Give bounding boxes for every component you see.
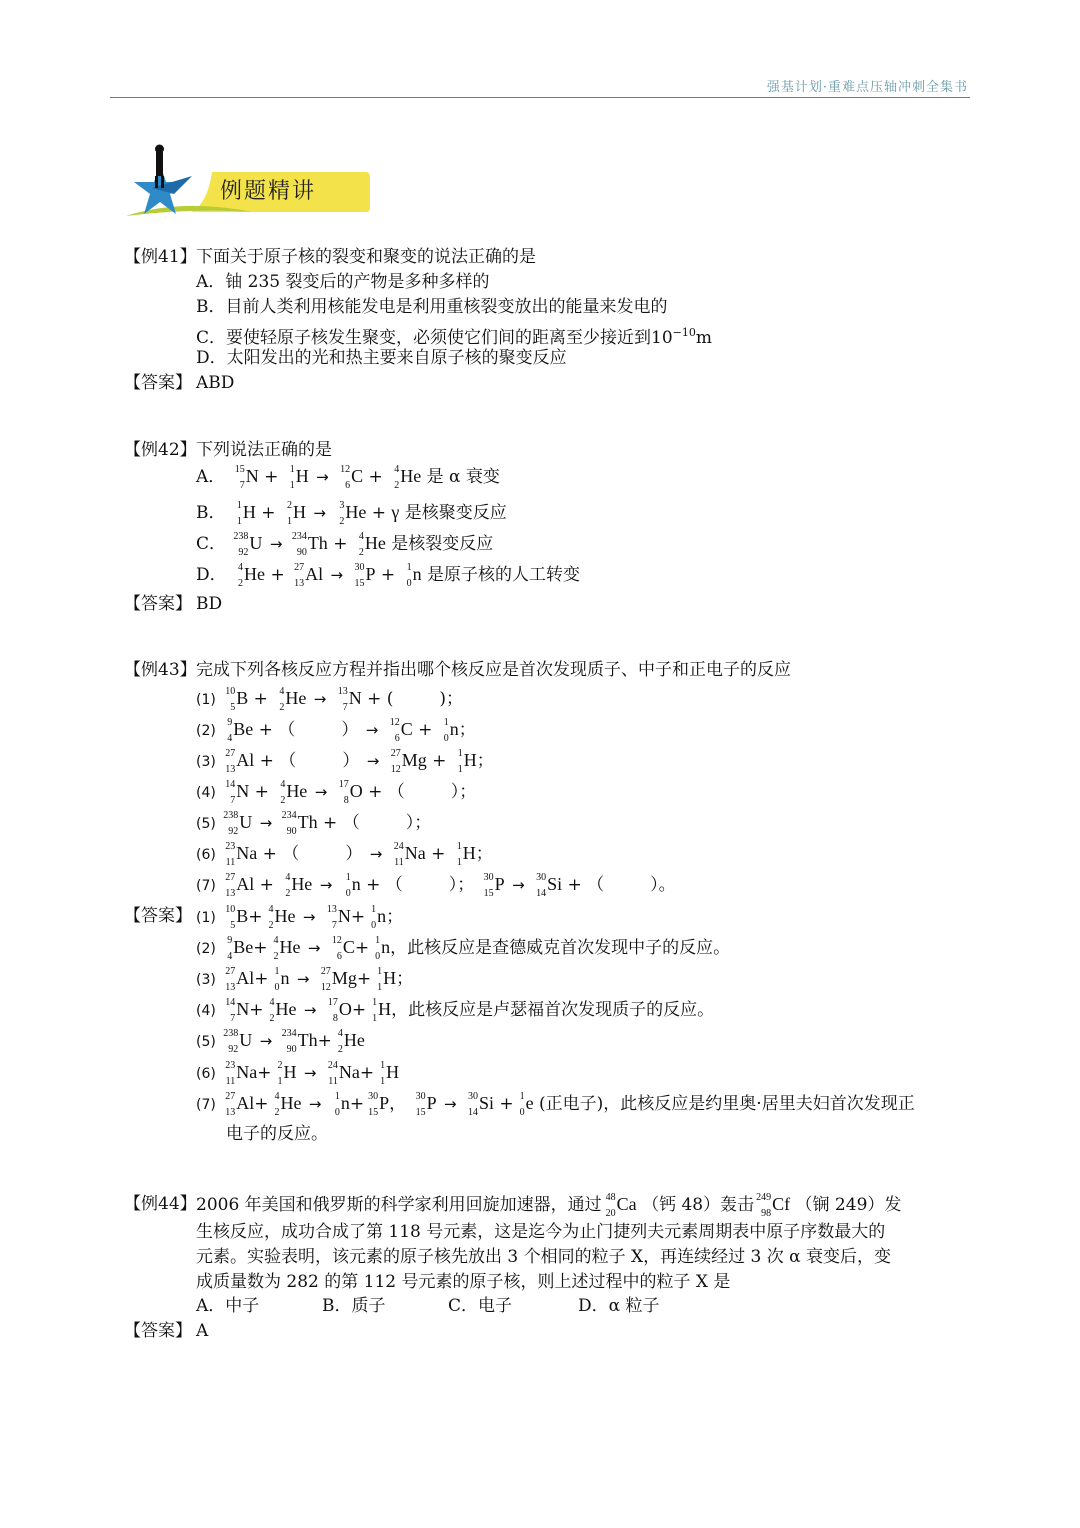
ex43-item-1: (1) 10 5 B + 4 2 He → 13 7 N + ( )； [196,685,464,713]
ex44-line-1: 2006 年美国和俄罗斯的科学家利用回旋加速器，通过 48 20 Ca （钙 48）轰击 249 98 Cf （锎 249）发 [196,1191,902,1219]
ex43-item-3: (3) 27 13 Al + （ ） → 27 12 Mg + 1 1 H； [196,747,494,775]
ex41-answer-label: 【答案】 [124,373,192,393]
ex43-answer-5: (5) 238 92 U → 234 90 Th+ 4 2 He [196,1027,365,1055]
ex42-question: 下列说法正确的是 [196,440,332,460]
ex41-question: 下面关于原子核的裂变和聚变的说法正确的是 [196,247,536,267]
ex42-option-c: C． 238 92 U → 234 90 Th + 4 2 He 是核裂变反应 [196,530,494,558]
ex41-option-b: B．目前人类利用核能发电是利用重核裂变放出的能量来发电的 [196,297,668,317]
ex44-line-2: 生核反应，成功合成了第 118 号元素，这是迄今为止门捷列夫元素周期表中原子序数最大的 [196,1222,886,1242]
ex43-item-4: (4) 14 7 N + 4 2 He → 17 8 O + （ ）； [196,778,477,806]
ex43-answer-1: (1) 10 5 B+ 4 2 He → 13 7 N+ 1 0 n； [196,903,404,931]
ex43-label: 【例43】 [124,660,197,680]
ex44-answer-label: 【答案】 [124,1321,192,1341]
ex42-option-a: A． 15 7 N + 1 1 H → 12 6 C + 4 2 He 是 α 衰变 [196,463,500,491]
ex41-label: 【例41】 [124,247,197,267]
ex42-option-b: B． 1 1 H + 2 1 H → 3 2 He + γ 是核聚变反应 [196,499,507,527]
ex41-option-d: D．太阳发出的光和热主要来自原子核的聚变反应 [196,348,567,368]
ex44-line-3: 元素。实验表明，该元素的原子核先放出 3 个相同的粒子 X，再连续经过 3 次 α 衰变后，变 [196,1247,892,1267]
ex44-line-4: 成质量数为 282 的第 112 号元素的原子核，则上述过程中的粒子 X 是 [196,1272,731,1292]
ex43-item-6: (6) 23 11 Na + （ ） → 24 11 Na + 1 1 H； [196,840,493,868]
banner-title: 例题精讲 [220,179,317,204]
ex44-option-b: B．质子 [322,1296,386,1316]
ex43-answer-2: (2) 9 4 Be+ 4 2 He → 12 6 C+ 1 0 n，此核反应是查德威克首次发现中子的反应。 [196,934,731,962]
ex41-option-a: A．铀 235 裂变后的产物是多种多样的 [196,272,490,292]
ex43-item-7: (7) 27 13 Al + 4 2 He → 1 0 n + （ ）； 30 15 P → 30 14 Si + （ ）。 [196,871,676,899]
header-title: 强基计划·重难点压轴冲刺全集书 [766,80,968,95]
ex44-option-a: A．中子 [196,1296,260,1316]
ex43-answer-7-cont: 电子的反应。 [226,1124,328,1144]
header-divider [110,97,970,98]
ex44-option-c: C．电子 [448,1296,513,1316]
ex43-answer-7: (7) 27 13 Al+ 4 2 He → 1 0 n+ 30 15 P， 30 15 P → 30 14 Si + 1 0 e (正电子)，此核反应是约里奥·居里夫妇首次发现正 [196,1090,915,1118]
ex43-item-2: (2) 9 4 Be + （ ） → 12 6 C + 1 0 n； [196,716,476,744]
ex42-answer: BD [196,594,223,614]
ex43-question: 完成下列各核反应方程并指出哪个核反应是首次发现质子、中子和正电子的反应 [196,660,791,680]
ex43-answer-3: (3) 27 13 Al+ 1 0 n → 27 12 Mg+ 1 1 H； [196,965,414,993]
ex44-label: 【例44】 [124,1194,197,1214]
ex42-option-d: D． 4 2 He + 27 13 Al → 30 15 P + 1 0 n 是原子核的人工转变 [196,561,580,589]
ex43-answer-label: 【答案】 [124,906,192,926]
ex41-option-c: C．要使轻原子核发生聚变，必须使它们间的距离至少接近到$10^{-10}m$ [196,326,712,348]
ex41-answer: ABD [196,373,235,393]
ex42-answer-label: 【答案】 [124,594,192,614]
ex43-answer-4: (4) 14 7 N+ 4 2 He → 17 8 O+ 1 1 H，此核反应是卢瑟福首次发现质子的反应。 [196,996,715,1024]
ex43-item-5: (5) 238 92 U → 234 90 Th + （ ）； [196,809,432,837]
ex44-option-d: D．α 粒子 [578,1296,660,1316]
ex44-answer: A [196,1321,209,1341]
ex43-answer-6: (6) 23 11 Na+ 2 1 H → 24 11 Na+ 1 1 H [196,1059,400,1087]
ex42-label: 【例42】 [124,440,197,460]
